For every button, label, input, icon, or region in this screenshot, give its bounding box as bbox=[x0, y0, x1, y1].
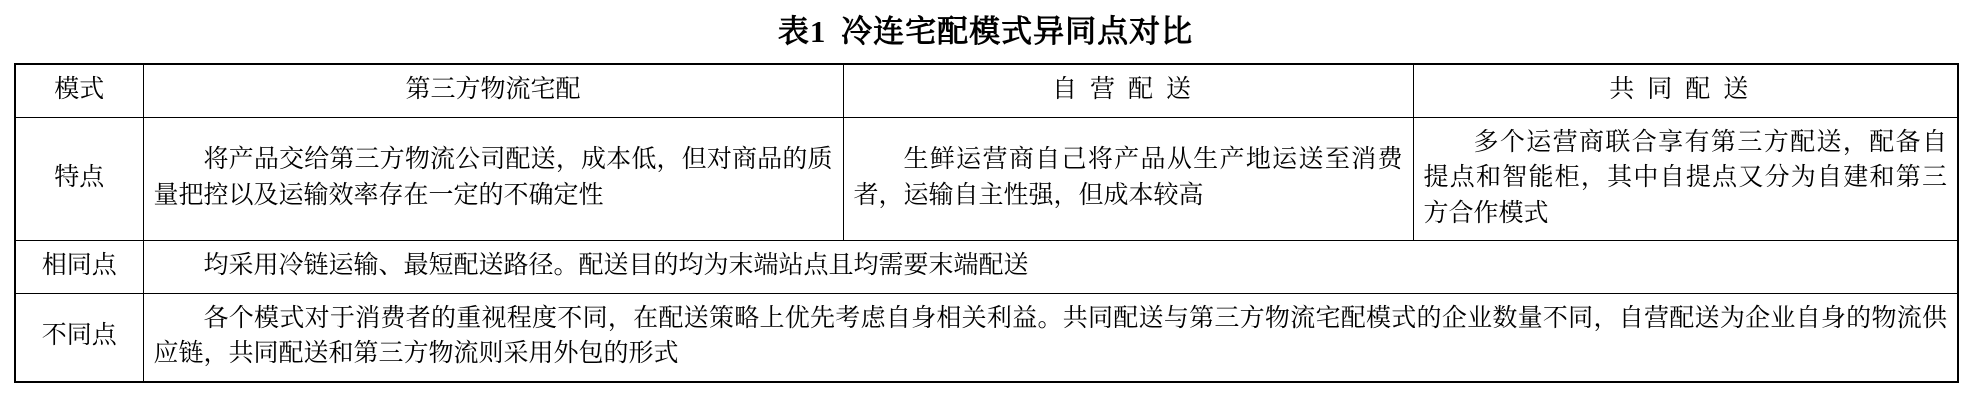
header-cell-third-party: 第三方物流宅配 bbox=[143, 64, 843, 117]
header-cell-joint-delivery: 共同配送 bbox=[1413, 64, 1958, 117]
row-label-features: 特点 bbox=[15, 117, 143, 241]
cell-features-self-operated: 生鲜运营商自己将产品从生产地运送至消费者，运输自主性强，但成本较高 bbox=[843, 117, 1413, 241]
header-cell-self-operated: 自营配送 bbox=[843, 64, 1413, 117]
table-row bbox=[15, 241, 1958, 294]
table-container bbox=[0, 63, 1971, 383]
cell-similarities: 均采用冷链运输、最短配送路径。配送目的均为末端站点且均需要末端配送 bbox=[143, 241, 1958, 294]
table-title-text: 冷连宅配模式异同点对比 bbox=[841, 14, 1194, 49]
table-header-row bbox=[15, 64, 1958, 117]
cell-features-joint-delivery: 多个运营商联合享有第三方配送，配备自提点和智能柜，其中自提点又分为自建和第三方合作模式 bbox=[1413, 117, 1958, 241]
table-title bbox=[0, 0, 1971, 63]
row-label-differences: 不同点 bbox=[15, 293, 143, 382]
header-cell-mode: 模式 bbox=[15, 64, 143, 117]
cell-features-third-party: 将产品交给第三方物流公司配送，成本低，但对商品的质量把控以及运输效率存在一定的不确定性 bbox=[143, 117, 843, 241]
table-row bbox=[15, 293, 1958, 382]
table-row bbox=[15, 117, 1958, 241]
row-label-similarities: 相同点 bbox=[15, 241, 143, 294]
cell-differences: 各个模式对于消费者的重视程度不同，在配送策略上优先考虑自身相关利益。共同配送与第三方物流宅配模式的企业数量不同，自营配送为企业自身的物流供应链，共同配送和第三方物流则采用外包的形式 bbox=[143, 293, 1958, 382]
comparison-table bbox=[14, 63, 1959, 383]
table-title-label: 表1 bbox=[777, 14, 827, 49]
